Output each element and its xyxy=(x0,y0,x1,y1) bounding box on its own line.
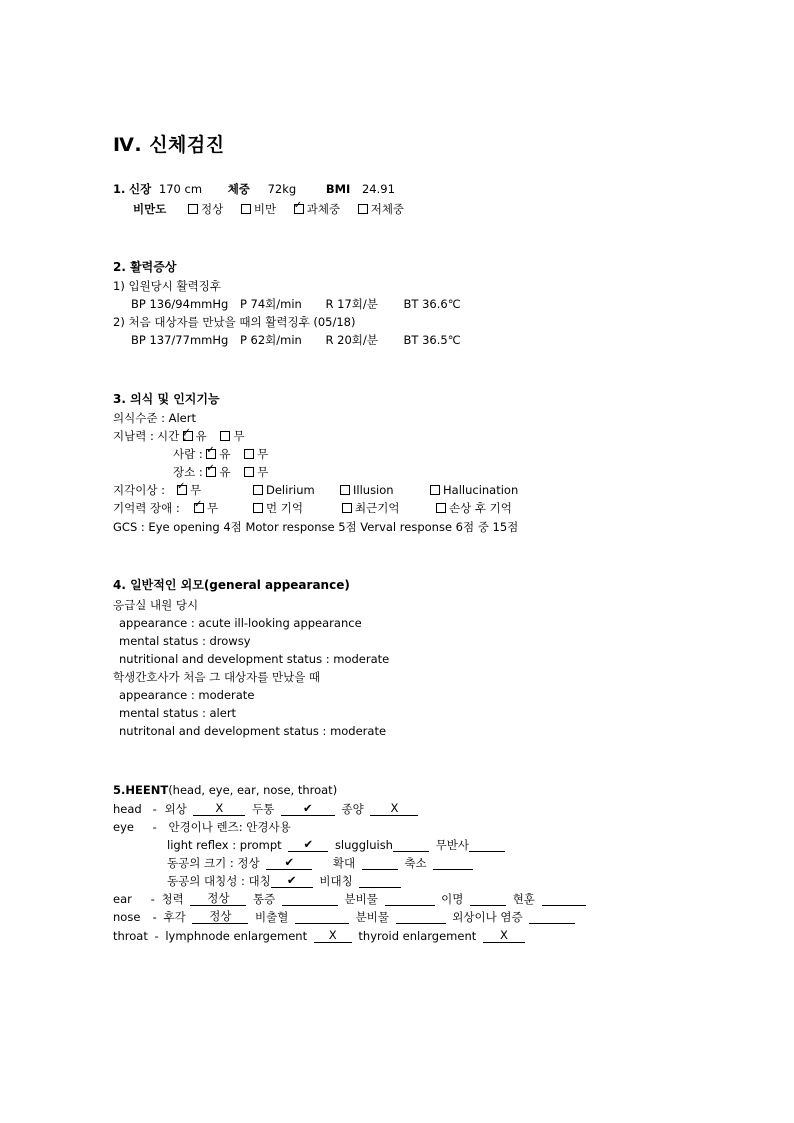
eye-row: eye - 안경이나 렌즈: 안경사용 xyxy=(113,820,291,834)
student-meet-label: 학생간호사가 처음 그 대상자를 만났을 때 xyxy=(113,670,321,684)
student-nutrition: nutritonal and development status : moderate xyxy=(119,724,387,738)
hearing-field[interactable]: 정상 xyxy=(190,892,246,906)
er-visit-label: 응급실 내원 당시 xyxy=(113,598,199,612)
student-appearance: appearance : moderate xyxy=(119,688,255,702)
pupil-asymmetric-field[interactable] xyxy=(359,874,401,888)
memory-opt-post-injury[interactable]: 손상 후 기억 xyxy=(436,501,512,515)
smell-field[interactable]: 정상 xyxy=(192,910,248,924)
obesity-option-underweight[interactable]: 저체중 xyxy=(358,202,404,216)
checked-checkbox-icon xyxy=(294,204,304,214)
throat-row: throat - lymphnode enlargement X thyroid enlargement X xyxy=(113,929,528,943)
tumor-field[interactable]: X xyxy=(370,802,418,816)
obesity-option-overweight[interactable]: ✓ 과체중 xyxy=(294,202,340,216)
pupil-dilate-field[interactable] xyxy=(362,856,398,870)
vitals-heading: 2. 활력증상 xyxy=(113,260,177,274)
checkbox-icon xyxy=(188,204,198,214)
ear-pain-field[interactable] xyxy=(282,892,338,906)
checkbox-icon xyxy=(340,485,350,495)
pulse-value: P 74회/min xyxy=(239,297,302,311)
pupil-shrink-field[interactable] xyxy=(433,856,473,870)
no-reflex-field[interactable] xyxy=(469,838,505,852)
perception-opt-none[interactable]: ✓ 무 xyxy=(177,483,201,497)
ear-discharge-field[interactable] xyxy=(385,892,435,906)
pulse-value: P 62회/min xyxy=(239,333,302,347)
bp-value: BP 137/77mmHg xyxy=(131,333,229,347)
epistaxis-field[interactable] xyxy=(295,910,349,924)
perception-opt-hallucination[interactable]: Hallucination xyxy=(430,483,518,497)
body-measurements xyxy=(113,182,395,196)
head-row: head - 외상 X 두통 ✔ 종양 X xyxy=(113,802,421,816)
appearance-heading: 4. 일반적인 외모(general appearance) xyxy=(113,578,350,592)
height-label: 신장 xyxy=(129,182,152,196)
pupil-normal-field[interactable]: ✔ xyxy=(266,856,312,870)
memory-opt-remote[interactable]: 먼 기억 xyxy=(253,501,303,515)
temp-value: BT 36.6℃ xyxy=(403,297,461,311)
cognition-heading: 3. 의식 및 인지기능 xyxy=(113,392,220,406)
checked-checkbox-icon[interactable] xyxy=(183,431,193,441)
bmi-label: BMI xyxy=(325,182,351,196)
bp-value: BP 136/94mmHg xyxy=(131,297,229,311)
memory-label: 기억력 장애 : xyxy=(113,501,180,515)
obesity-row xyxy=(133,202,404,216)
checkbox-icon[interactable] xyxy=(220,431,230,441)
orientation-time-row: 시간 : ✓ 유 무 xyxy=(157,429,245,443)
vertigo-field[interactable] xyxy=(542,892,586,906)
student-mental-status: mental status : alert xyxy=(119,706,237,720)
consciousness-level: 의식수준 : Alert xyxy=(113,411,196,425)
checkbox-icon[interactable] xyxy=(244,467,254,477)
nose-trauma-field[interactable] xyxy=(529,910,575,924)
thyroid-field[interactable]: X xyxy=(483,929,525,943)
checkbox-icon xyxy=(241,204,251,214)
light-reflex-row: light reflex : prompt ✔ sluggluish 무반사 xyxy=(167,838,508,852)
orientation-person-row: 사람 : ✓ 유 무 xyxy=(173,447,268,461)
page-title: Ⅳ. 신체검진 xyxy=(113,134,225,156)
checkbox-icon xyxy=(430,485,440,495)
memory-opt-none[interactable]: ✓ 무 xyxy=(194,501,218,515)
obesity-option-obese[interactable]: 비만 xyxy=(241,202,276,216)
resp-value: R 17회/분 xyxy=(325,297,378,311)
nose-row: nose - 후각 정상 비출혈 분비물 외상이나 염증 xyxy=(113,910,578,924)
checkbox-icon xyxy=(358,204,368,214)
nose-discharge-field[interactable] xyxy=(396,910,446,924)
orientation-place-row: 장소 : ✓ 유 무 xyxy=(173,465,268,479)
section-number: 1. xyxy=(113,182,126,196)
ear-row: ear - 청력 정상 통증 분비물 이명 현훈 xyxy=(113,892,589,906)
pupil-symmetry-row: 동공의 대칭성 : 대칭 ✔ 비대칭 xyxy=(167,874,404,888)
height-value: 170 cm xyxy=(158,182,203,196)
light-reflex-field[interactable]: ✔ xyxy=(288,838,328,852)
perception-opt-delirium[interactable]: Delirium xyxy=(253,483,315,497)
perception-opt-illusion[interactable]: Illusion xyxy=(340,483,394,497)
perception-label: 지각이상 : xyxy=(113,483,165,497)
pupil-size-row: 동공의 크기 : 정상 ✔ 확대 축소 xyxy=(167,856,476,870)
trauma-field[interactable]: X xyxy=(193,802,245,816)
obesity-label: 비만도 xyxy=(133,202,167,216)
tinnitus-field[interactable] xyxy=(470,892,506,906)
checkbox-icon[interactable] xyxy=(244,449,254,459)
checkbox-icon xyxy=(253,485,263,495)
er-mental-status: mental status : drowsy xyxy=(119,634,251,648)
bmi-value: 24.91 xyxy=(361,182,395,196)
heent-heading: 5.HEENT(head, eye, ear, nose, throat) xyxy=(113,783,338,797)
pupil-symmetric-field[interactable]: ✔ xyxy=(271,874,313,888)
vitals-first-meet-label: 2) 처음 대상자를 만났을 때의 활력징후 (05/18) xyxy=(113,315,356,329)
weight-value: 72kg xyxy=(267,182,297,196)
er-appearance: appearance : acute ill-looking appearance xyxy=(119,616,362,630)
vitals-admission-label: 1) 입원당시 활력징후 xyxy=(113,279,221,293)
vitals-admission-values xyxy=(131,297,461,311)
obesity-option-normal[interactable]: 정상 xyxy=(188,202,223,216)
orientation-label: 지남력 : xyxy=(113,429,154,443)
headache-field[interactable]: ✔ xyxy=(281,802,335,816)
checked-checkbox-icon xyxy=(194,503,204,513)
checkbox-icon xyxy=(253,503,263,513)
gcs-score: GCS : Eye opening 4점 Motor response 5점 Verval response 6점 중 15점 xyxy=(113,520,519,534)
resp-value: R 20회/분 xyxy=(325,333,378,347)
weight-label: 체중 xyxy=(227,182,250,196)
er-nutrition: nutritional and development status : moderate xyxy=(119,652,390,666)
sluggish-field[interactable] xyxy=(393,838,429,852)
vitals-first-meet-values xyxy=(131,333,461,347)
lymphnode-field[interactable]: X xyxy=(314,929,352,943)
checkbox-icon xyxy=(436,503,446,513)
checked-checkbox-icon xyxy=(177,485,187,495)
checked-checkbox-icon[interactable] xyxy=(206,467,216,477)
temp-value: BT 36.5℃ xyxy=(403,333,461,347)
checked-checkbox-icon[interactable] xyxy=(206,449,216,459)
memory-opt-recent[interactable]: 최근기억 xyxy=(342,501,399,515)
checkbox-icon xyxy=(342,503,352,513)
